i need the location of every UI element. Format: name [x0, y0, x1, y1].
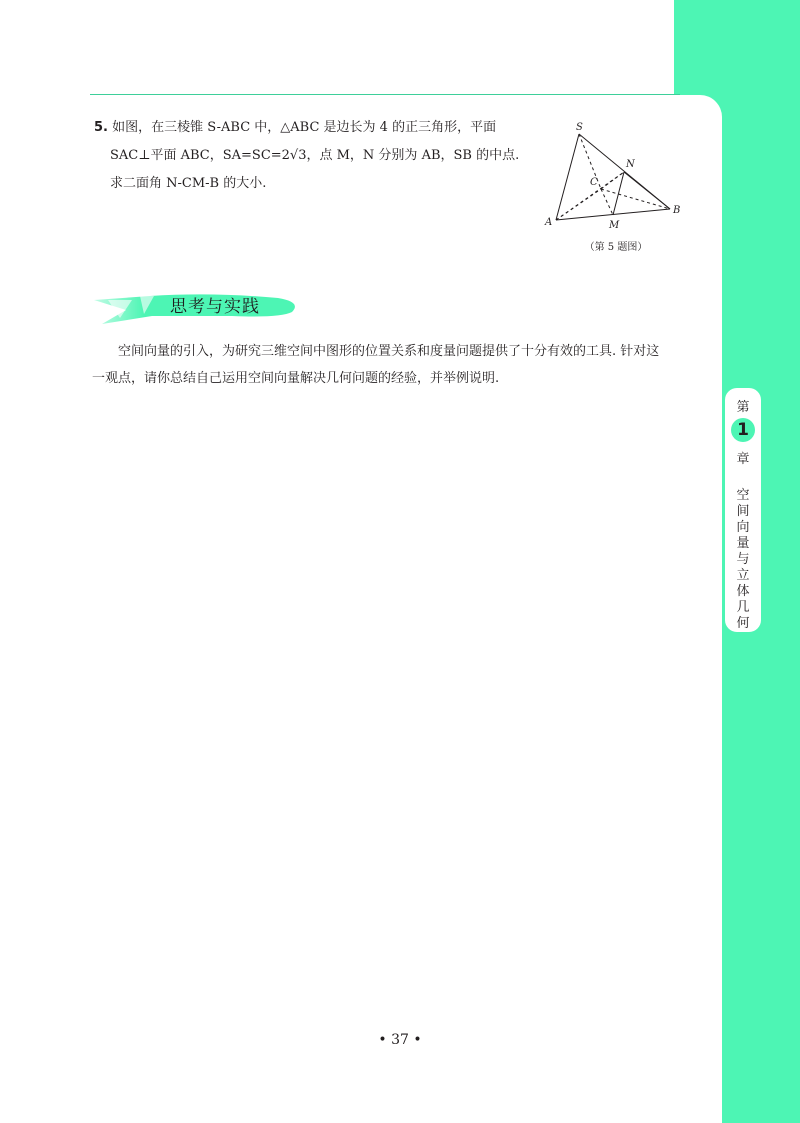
figure-caption: （第 5 题图）	[584, 242, 648, 253]
pyramid-diagram	[536, 112, 686, 242]
chapter-suffix: 章	[736, 452, 750, 467]
label-C: C	[590, 177, 598, 188]
paragraph-line-1: 空间向量的引入，为研究三维空间中图形的位置关系和度量问题提供了十分有效的工具. 针对这	[118, 344, 660, 359]
chapter-title-char: 体	[736, 584, 750, 599]
header-rule	[90, 94, 680, 95]
chapter-title-char: 间	[736, 504, 750, 519]
section-title: 思考与实践	[170, 297, 260, 317]
chapter-side-tab	[723, 386, 763, 634]
chapter-title-char: 量	[736, 536, 750, 551]
chapter-title-char: 何	[736, 616, 750, 631]
label-B: B	[673, 205, 681, 216]
label-S: S	[576, 122, 583, 133]
edge-CM	[601, 189, 613, 215]
edge-MN	[613, 172, 624, 215]
page-number: • 37 •	[378, 1032, 422, 1048]
problem-line-2: SAC⊥平面 ABC，SA=SC=2√3，点 M，N 分别为 AB，SB 的中点.	[110, 148, 520, 163]
edge-CB	[601, 189, 670, 209]
chapter-title-char: 立	[736, 568, 750, 583]
label-M: M	[609, 220, 620, 231]
problem-text-1: 如图，在三棱锥 S-ABC 中，△ABC 是边长为 4 的正三角形，平面	[112, 120, 497, 135]
problem-5	[94, 114, 534, 198]
chapter-title-char: 与	[736, 552, 750, 567]
chapter-number-badge: 1	[731, 418, 755, 442]
problem-number: 5.	[94, 120, 108, 135]
chapter-title-char: 向	[736, 520, 750, 535]
label-N: N	[626, 159, 635, 170]
chapter-title-char: 空	[736, 488, 750, 503]
reflection-paragraph	[92, 338, 702, 392]
paragraph-line-2: 一观点，请你总结自己运用空间向量解决几何问题的经验，并举例说明.	[92, 371, 500, 386]
chapter-title-char: 几	[736, 600, 750, 615]
edge-NB	[624, 172, 670, 209]
problem-line-1	[94, 114, 534, 142]
label-A: A	[545, 217, 553, 228]
pyramid-figure	[536, 112, 686, 258]
edge-SA	[556, 134, 579, 220]
problem-line-3: 求二面角 N-CM-B 的大小.	[110, 176, 267, 191]
chapter-prefix: 第	[736, 400, 750, 415]
